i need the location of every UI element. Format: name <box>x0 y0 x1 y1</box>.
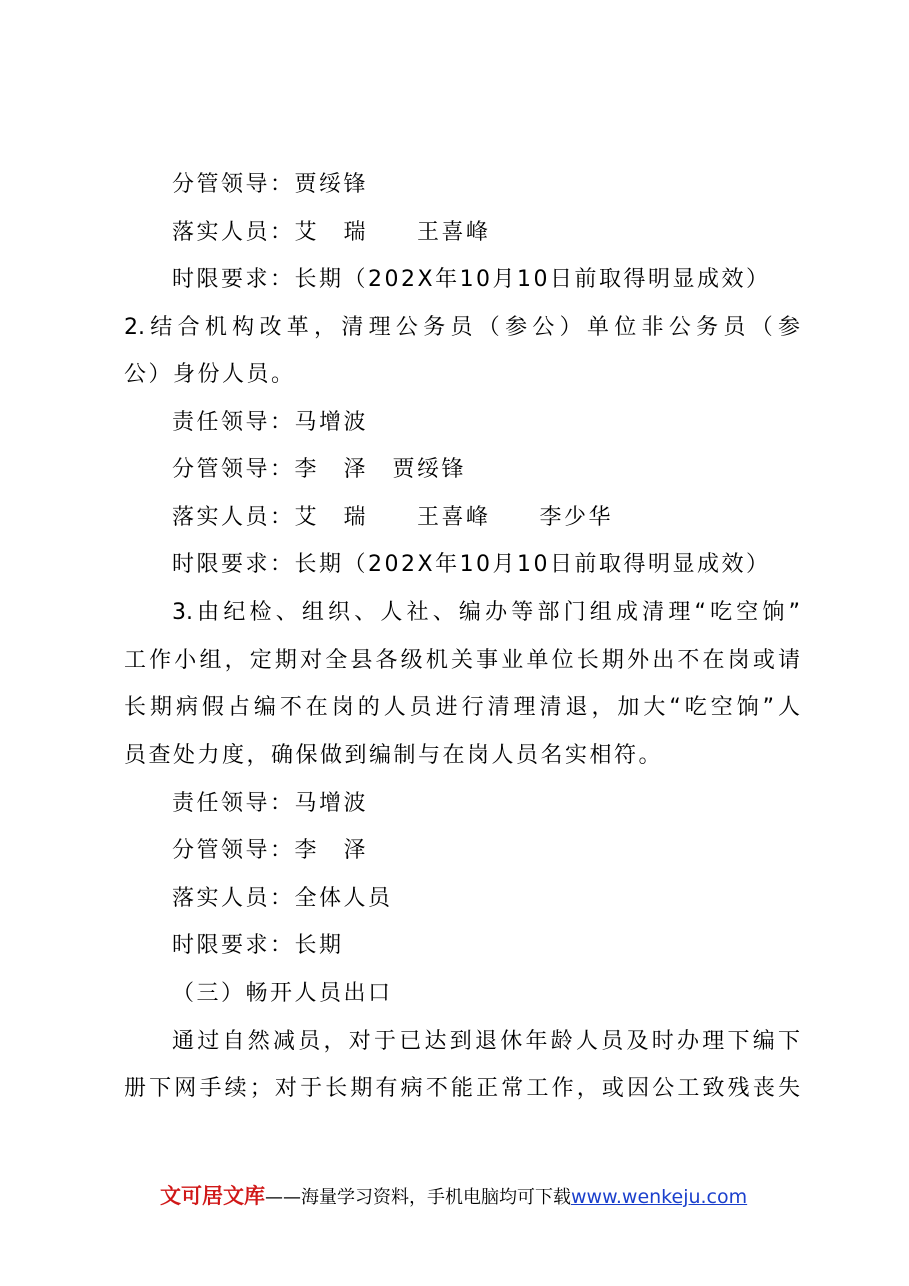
footer-slogan: ——海量学习资料，手机电脑均可下载 <box>265 1187 571 1208</box>
text-line: 责任领导：马增波 <box>172 410 369 435</box>
text-line: 通过自然减员，对于已达到退休年龄人员及时办理下编下 <box>172 1029 800 1054</box>
section-heading: （三）畅开人员出口 <box>172 981 393 1006</box>
footer-banner <box>160 1182 780 1212</box>
text-line: 3.由纪检、组织、人社、编办等部门组成清理“吃空饷” <box>172 600 800 625</box>
text-line: 长期病假占编不在岗的人员进行清理清退，加大“吃空饷”人 <box>124 695 800 720</box>
text-line: 员查处力度，确保做到编制与在岗人员名实相符。 <box>124 743 664 768</box>
text-line: 落实人员：艾 瑞 王喜峰 <box>172 220 491 245</box>
text-line: 工作小组，定期对全县各级机关事业单位长期外出不在岗或请 <box>124 648 800 673</box>
footer-brand: 文可居文库 <box>160 1184 265 1208</box>
footer-url-link[interactable]: www.wenkeju.com <box>571 1186 748 1208</box>
text-line: 分管领导：贾绥锋 <box>172 172 369 197</box>
text-line: 落实人员：艾 瑞 王喜峰 李少华 <box>172 505 614 530</box>
text-line: 责任领导：马增波 <box>172 791 369 816</box>
text-line: 分管领导：李 泽 <box>172 838 369 863</box>
text-line: 分管领导：李 泽 贾绥锋 <box>172 457 467 482</box>
text-line: 时限要求：长期（202X年10月10日前取得明显成效） <box>172 552 771 577</box>
text-line: 时限要求：长期（202X年10月10日前取得明显成效） <box>172 267 771 292</box>
text-line: 时限要求：长期 <box>172 933 344 958</box>
text-line: 落实人员：全体人员 <box>172 886 393 911</box>
text-line: 2.结合机构改革，清理公务员（参公）单位非公务员（参 <box>124 315 800 340</box>
text-line: 册下网手续；对于长期有病不能正常工作，或因公工致残丧失 <box>124 1076 800 1101</box>
text-line: 公）身份人员。 <box>124 362 296 387</box>
